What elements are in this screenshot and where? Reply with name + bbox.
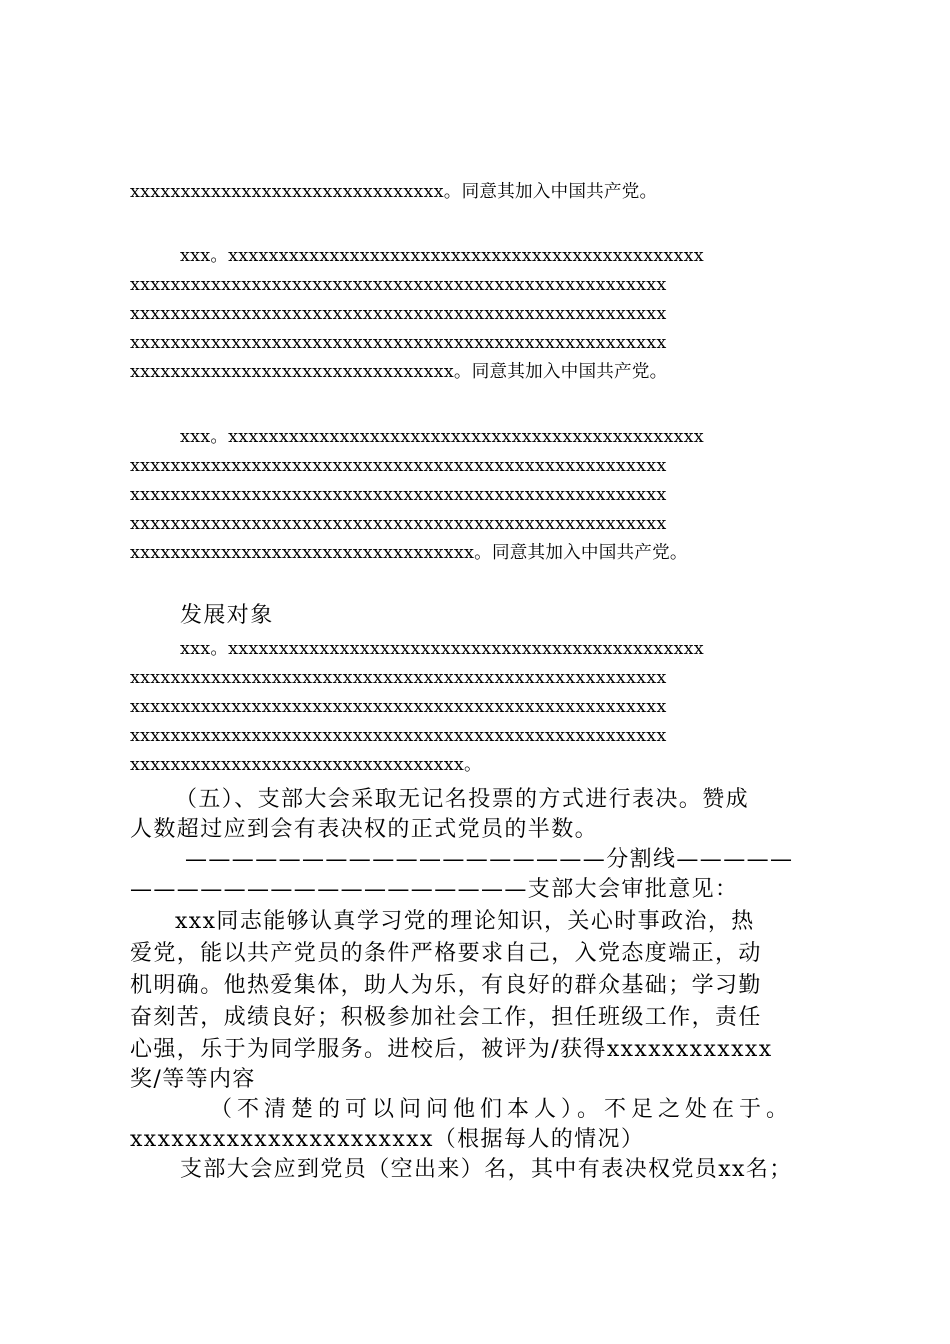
text-line: xxxxxxxxxxxxxxxxxxxxxxxxxxxxxxxxxxxxxxxxxxxxxxxxxxxxx [130, 485, 667, 505]
section-heading: 发展对象 [180, 603, 274, 628]
text-line: （五）、支部大会采取无记名投票的方式进行表决。赞成 [175, 787, 750, 812]
approval-heading: —————————————————支部大会审批意见： [130, 877, 739, 902]
text-line: xxx。xxxxxxxxxxxxxxxxxxxxxxxxxxxxxxxxxxxxxxxxxxxxxxx [180, 427, 704, 447]
text-line: xxx。xxxxxxxxxxxxxxxxxxxxxxxxxxxxxxxxxxxxxxxxxxxxxxx [180, 639, 704, 659]
text-line: xxxxxxxxxxxxxxxxxxxxxxxxxxxxxxxxxxxxxxxxxxxxxxxxxxxxx [130, 697, 667, 717]
text-line: xxxxxxxxxxxxxxxxxxxxxxxxxxxxxxxxx。 [130, 755, 482, 775]
text-line: xxxxxxxxxxxxxxxxxxxxxxxxxxxxxxxxxxxxxxxxxxxxxxxxxxxxx [130, 726, 667, 746]
text-line: xxxxxxxxxxxxxxxxxxxxxxxxxxxxxxxxxx。同意其加入中国共产党。 [130, 543, 688, 563]
text-line: 奖/等等内容 [130, 1067, 256, 1092]
text-line: xxxxxxxxxxxxxxxxxxxxxxxxxxxxxxxxxxxxxxxxxxxxxxxxxxxxx [130, 275, 667, 295]
text-line: 心强，乐于为同学服务。进校后，被评为/获得xxxxxxxxxxxx [130, 1037, 773, 1062]
text-line: xxxxxxxxxxxxxxxxxxxxxxxxxxxxxxxxxxxxxxxxxxxxxxxxxxxxx [130, 668, 667, 688]
text-line: xxxxxxxxxxxxxxxxxxxxxxxxxxxxxxxxxxxxxxxxxxxxxxxxxxxxx [130, 333, 667, 353]
text-line: xxxxxxxxxxxxxxxxxxxxxxxxxxxxxxxx。同意其加入中国共产党。 [130, 362, 668, 382]
text-line: 机明确。他热爱集体，助人为乐，有良好的群众基础；学习勤 [130, 973, 762, 998]
divider-line: ——————————————————分割线————— [185, 847, 794, 872]
text-line: xxx同志能够认真学习党的理论知识，关心时事政治，热 [175, 909, 755, 934]
text-line: xxxxxxxxxxxxxxxxxxxxxxxxxxxxxxxxxxxxxxxxxxxxxxxxxxxxx [130, 514, 667, 534]
text-line: xxxxxxxxxxxxxxxxxxxxxxxxxxxxxxx。同意其加入中国共产党。 [130, 182, 658, 202]
text-line: 爱党，能以共产党员的条件严格要求自己，入党态度端正，动 [130, 941, 762, 966]
text-line: xxxxxxxxxxxxxxxxxxxxxxxxxxxxxxxxxxxxxxxxxxxxxxxxxxxxx [130, 456, 667, 476]
text-line: 奋刻苦，成绩良好；积极参加社会工作，担任班级工作，责任 [130, 1005, 762, 1030]
text-line: xxx。xxxxxxxxxxxxxxxxxxxxxxxxxxxxxxxxxxxxxxxxxxxxxxx [180, 246, 704, 266]
text-line: （不清楚的可以问问他们本人）。不足之处在于。 [210, 1097, 794, 1122]
text-line: xxxxxxxxxxxxxxxxxxxxxx（根据每人的情况） [130, 1127, 645, 1152]
text-line: 人数超过应到会有表决权的正式党员的半数。 [130, 817, 599, 842]
text-line: 支部大会应到党员（空出来）名，其中有表决权党员xx名； [180, 1157, 793, 1182]
text-line: xxxxxxxxxxxxxxxxxxxxxxxxxxxxxxxxxxxxxxxxxxxxxxxxxxxxx [130, 304, 667, 324]
